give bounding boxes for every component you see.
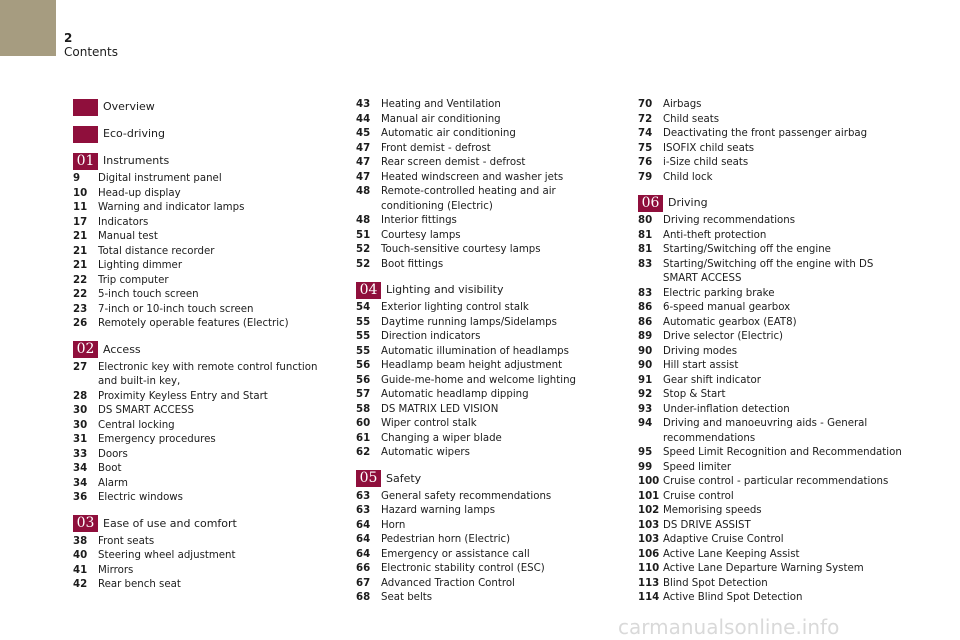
- toc-entry[interactable]: [638, 171, 908, 186]
- entry-page-number: 70: [638, 99, 653, 110]
- toc-section: [73, 341, 335, 506]
- page-title: Contents: [64, 45, 118, 59]
- entry-title: Active Lane Departure Warning System: [663, 563, 864, 574]
- toc-section: [73, 98, 335, 116]
- entry-title: Driving and manoeuvring aids - General recommendations: [663, 418, 868, 444]
- section-heading[interactable]: [638, 194, 908, 212]
- entry-page-number: 90: [638, 360, 653, 371]
- entry-page-number: 83: [638, 258, 653, 270]
- entry-page-number: 52: [356, 258, 371, 270]
- section-heading[interactable]: [73, 152, 335, 170]
- entry-page-number: 103: [638, 534, 660, 545]
- entry-title: Driving recommendations: [663, 215, 796, 226]
- entry-title: Gear shift indicator: [663, 374, 761, 386]
- section-heading[interactable]: [356, 470, 618, 488]
- entry-page-number: 28: [73, 390, 88, 402]
- entry-title: Wiper control stalk: [381, 418, 477, 429]
- entry-page-number: 100: [638, 476, 660, 487]
- entry-title: 6-speed manual gearbox: [663, 302, 791, 313]
- toc-entry[interactable]: [638, 156, 908, 171]
- entry-page-number: 68: [356, 592, 371, 603]
- toc-entry[interactable]: [638, 301, 908, 316]
- toc-entry[interactable]: [638, 287, 908, 302]
- entry-title: Drive selector (Electric): [663, 331, 784, 342]
- toc-entry[interactable]: [638, 562, 908, 577]
- entry-title: Manual air conditioning: [381, 113, 501, 125]
- entry-title: Manual test: [98, 231, 158, 242]
- entry-title: Under-inflation detection: [663, 403, 790, 415]
- entry-page-number: 42: [73, 579, 88, 590]
- entry-page-number: 41: [73, 564, 88, 576]
- toc-entry[interactable]: [638, 127, 908, 142]
- toc-entry[interactable]: [356, 533, 618, 548]
- section-number-badge: 03: [73, 515, 98, 532]
- entry-page-number: 86: [638, 316, 653, 328]
- section-heading[interactable]: [356, 281, 618, 299]
- entry-page-number: 56: [356, 374, 371, 386]
- toc-entry[interactable]: [73, 564, 335, 579]
- section-title: Instruments: [103, 154, 170, 167]
- entry-title: Child seats: [663, 113, 720, 125]
- toc-entry[interactable]: [356, 258, 618, 273]
- entry-title: Electric parking brake: [663, 287, 775, 299]
- toc-entry[interactable]: [73, 216, 335, 231]
- entry-page-number: 48: [356, 186, 371, 197]
- toc-entry[interactable]: [356, 446, 618, 461]
- entry-title: Headlamp beam height adjustment: [381, 360, 563, 371]
- entry-title: DS DRIVE ASSIST: [663, 519, 751, 531]
- toc-entry[interactable]: [638, 388, 908, 403]
- entry-title: Digital instrument panel: [98, 173, 222, 184]
- toc-entry[interactable]: [638, 591, 908, 606]
- entry-title: Front demist - defrost: [381, 142, 491, 154]
- toc-entry[interactable]: [638, 403, 908, 418]
- entry-page-number: 30: [73, 419, 88, 431]
- entry-page-number: 45: [356, 128, 371, 139]
- toc-entry[interactable]: [356, 316, 618, 331]
- entry-title: Advanced Traction Control: [381, 577, 515, 589]
- entry-page-number: 54: [356, 302, 371, 313]
- toc-column-1: [73, 98, 335, 602]
- entry-page-number: 52: [356, 244, 371, 255]
- entry-page-number: 9: [73, 173, 81, 184]
- toc-section: [356, 470, 618, 606]
- entry-title: Touch-sensitive courtesy lamps: [381, 244, 541, 255]
- entry-page-number: 89: [638, 331, 653, 342]
- entry-page-number: 11: [73, 202, 88, 213]
- entry-title: Speed Limit Recognition and Recommendation: [663, 447, 902, 458]
- section-heading[interactable]: [73, 515, 335, 533]
- entry-page-number: 21: [73, 260, 88, 271]
- entry-page-number: 34: [73, 463, 88, 474]
- entry-page-number: 17: [73, 216, 88, 228]
- entry-page-number: 55: [356, 331, 371, 342]
- entry-title: DS SMART ACCESS: [98, 405, 194, 416]
- toc-entry[interactable]: [73, 361, 335, 390]
- entry-page-number: 94: [638, 418, 653, 429]
- entry-title: Direction indicators: [381, 331, 481, 342]
- entry-page-number: 47: [356, 171, 371, 183]
- entry-page-number: 21: [73, 231, 88, 242]
- section-title: Eco-driving: [103, 127, 165, 140]
- entry-page-number: 21: [73, 245, 88, 257]
- entry-page-number: 51: [356, 229, 371, 241]
- entry-page-number: 64: [356, 548, 371, 560]
- toc-entry[interactable]: [638, 330, 908, 345]
- toc-entry[interactable]: [73, 448, 335, 463]
- entry-page-number: 63: [356, 505, 371, 516]
- entry-page-number: 27: [73, 361, 88, 373]
- entry-title: Automatic illumination of headlamps: [381, 345, 569, 357]
- toc-entry[interactable]: [638, 446, 908, 461]
- entry-title: Cruise control: [663, 490, 734, 502]
- toc-entry[interactable]: [356, 417, 618, 432]
- entry-title: Electronic stability control (ESC): [381, 563, 545, 574]
- entry-page-number: 86: [638, 302, 653, 313]
- toc-entry[interactable]: [356, 519, 618, 534]
- toc-entry[interactable]: [356, 214, 618, 229]
- entry-title: Indicators: [98, 216, 149, 228]
- section-title: Lighting and visibility: [386, 283, 504, 296]
- entry-page-number: 106: [638, 548, 660, 560]
- entry-page-number: 83: [638, 287, 653, 299]
- entry-page-number: 22: [73, 274, 88, 286]
- toc-entry[interactable]: [638, 98, 908, 113]
- entry-title: Guide-me-home and welcome lighting: [381, 374, 577, 386]
- toc-entry[interactable]: [73, 390, 335, 405]
- toc-entry[interactable]: [356, 243, 618, 258]
- section-title: Access: [103, 342, 141, 356]
- entry-page-number: 75: [638, 142, 653, 154]
- entry-title: 7-inch or 10-inch touch screen: [98, 303, 254, 315]
- entry-page-number: 33: [73, 448, 88, 460]
- toc-entry[interactable]: [356, 113, 618, 128]
- toc-entry[interactable]: [356, 562, 618, 577]
- entry-title: Warning and indicator lamps: [98, 202, 245, 213]
- toc-section: [73, 125, 335, 143]
- entry-title: Trip computer: [98, 274, 169, 286]
- entry-page-number: 36: [73, 492, 88, 503]
- entry-title: Proximity Keyless Entry and Start: [98, 390, 268, 402]
- toc-entry[interactable]: [638, 533, 908, 548]
- section-number-badge: [73, 99, 98, 116]
- entry-page-number: 44: [356, 113, 371, 125]
- entry-page-number: 101: [638, 490, 660, 502]
- toc-entry[interactable]: [638, 142, 908, 157]
- toc-entry[interactable]: [638, 258, 908, 287]
- entry-page-number: 90: [638, 345, 653, 357]
- entry-page-number: 66: [356, 563, 371, 574]
- entry-page-number: 58: [356, 403, 371, 415]
- entry-page-number: 102: [638, 505, 660, 516]
- watermark: carmanualsonline.info: [618, 615, 840, 639]
- section-heading[interactable]: [73, 341, 335, 359]
- toc-entry[interactable]: [638, 316, 908, 331]
- entry-title: Active Blind Spot Detection: [663, 592, 803, 603]
- entry-title: Cruise control - particular recommendations: [663, 476, 889, 487]
- toc-entry[interactable]: [356, 345, 618, 360]
- entry-title: Electronic key with remote control function and built-in key,: [98, 361, 318, 387]
- toc-entry[interactable]: [638, 113, 908, 128]
- entry-title: Automatic air conditioning: [381, 128, 516, 139]
- toc-entry[interactable]: [73, 549, 335, 564]
- entry-page-number: 81: [638, 244, 653, 255]
- entry-title: DS MATRIX LED VISION: [381, 403, 499, 415]
- toc-section: [638, 98, 908, 185]
- entry-page-number: 81: [638, 229, 653, 241]
- entry-title: Blind Spot Detection: [663, 577, 768, 589]
- toc-entry[interactable]: [638, 359, 908, 374]
- entry-title: Heating and Ventilation: [381, 99, 501, 110]
- toc-entry[interactable]: [638, 374, 908, 389]
- entry-page-number: 23: [73, 303, 88, 315]
- section-number-badge: 06: [638, 195, 663, 212]
- entry-page-number: 10: [73, 187, 88, 199]
- toc-entry[interactable]: [638, 577, 908, 592]
- toc-section: [73, 515, 335, 593]
- entry-title: Rear bench seat: [98, 579, 181, 590]
- toc-section: [73, 152, 335, 332]
- entry-page-number: 93: [638, 403, 653, 415]
- entry-page-number: 63: [356, 490, 371, 502]
- toc-entry[interactable]: [73, 187, 335, 202]
- entry-page-number: 31: [73, 434, 88, 445]
- entry-title: Emergency procedures: [98, 434, 216, 445]
- section-heading[interactable]: [73, 98, 335, 116]
- toc-entry[interactable]: [73, 274, 335, 289]
- toc-entry[interactable]: [356, 403, 618, 418]
- entry-page-number: 76: [638, 157, 653, 168]
- entry-title: Pedestrian horn (Electric): [381, 534, 511, 545]
- entry-title: Daytime running lamps/Sidelamps: [381, 316, 557, 328]
- toc-entry[interactable]: [73, 201, 335, 216]
- toc-entry[interactable]: [73, 303, 335, 318]
- entry-title: Starting/Switching off the engine with DS SMART ACCESS: [663, 258, 874, 284]
- entry-title: Automatic wipers: [381, 447, 470, 458]
- toc-column-2: [356, 98, 618, 615]
- toc-section: [356, 281, 618, 461]
- toc-entry[interactable]: [638, 519, 908, 534]
- toc-entry[interactable]: [356, 548, 618, 563]
- entry-page-number: 74: [638, 128, 653, 139]
- entry-title: Head-up display: [98, 187, 181, 199]
- section-heading[interactable]: [73, 125, 335, 143]
- entry-title: 5-inch touch screen: [98, 289, 199, 300]
- entry-page-number: 26: [73, 318, 88, 329]
- entry-title: Steering wheel adjustment: [98, 550, 236, 561]
- entry-title: Driving modes: [663, 345, 738, 357]
- entry-title: Front seats: [98, 535, 155, 547]
- entry-title: Active Lane Keeping Assist: [663, 548, 800, 560]
- entry-page-number: 64: [356, 534, 371, 545]
- entry-title: Electric windows: [98, 492, 183, 503]
- entry-page-number: 62: [356, 447, 371, 458]
- toc-column-3: [638, 98, 908, 615]
- toc-entry[interactable]: [356, 98, 618, 113]
- entry-page-number: 47: [356, 142, 371, 154]
- entry-page-number: 67: [356, 577, 371, 589]
- entry-title: Lighting dimmer: [98, 260, 183, 271]
- toc-entry[interactable]: [356, 591, 618, 606]
- entry-title: Boot fittings: [381, 258, 444, 270]
- entry-title: Emergency or assistance call: [381, 548, 530, 560]
- entry-page-number: 92: [638, 389, 653, 400]
- entry-title: Total distance recorder: [98, 245, 215, 257]
- entry-title: Interior fittings: [381, 215, 457, 226]
- entry-page-number: 113: [638, 577, 660, 589]
- toc-entry[interactable]: [356, 504, 618, 519]
- toc-entry[interactable]: [356, 490, 618, 505]
- entry-title: Central locking: [98, 419, 175, 431]
- entry-title: Speed limiter: [663, 461, 732, 473]
- corner-tab: [0, 0, 56, 56]
- toc-entry[interactable]: [638, 461, 908, 476]
- page-number: 2: [64, 31, 73, 45]
- entry-title: i-Size child seats: [663, 157, 749, 168]
- toc-entry[interactable]: [73, 245, 335, 260]
- entry-title: General safety recommendations: [381, 490, 552, 502]
- toc-entry[interactable]: [73, 230, 335, 245]
- toc-entry[interactable]: [356, 359, 618, 374]
- entry-title: Horn: [381, 519, 406, 531]
- entry-page-number: 43: [356, 99, 371, 110]
- toc-entry[interactable]: [73, 462, 335, 477]
- toc-entry[interactable]: [73, 419, 335, 434]
- toc-entry[interactable]: [638, 548, 908, 563]
- toc-entry[interactable]: [73, 172, 335, 187]
- entry-page-number: 114: [638, 592, 660, 603]
- toc-entry[interactable]: [638, 490, 908, 505]
- section-number-badge: 02: [73, 341, 98, 358]
- entry-page-number: 57: [356, 389, 371, 400]
- entry-title: Starting/Switching off the engine: [663, 244, 831, 255]
- entry-page-number: 34: [73, 477, 88, 489]
- toc-entry[interactable]: [356, 374, 618, 389]
- entry-page-number: 99: [638, 461, 653, 473]
- toc-entry[interactable]: [356, 432, 618, 447]
- toc-entry[interactable]: [73, 491, 335, 506]
- toc-entry[interactable]: [356, 185, 618, 214]
- entry-title: Seat belts: [381, 592, 433, 603]
- entry-title: Adaptive Cruise Control: [663, 534, 784, 545]
- entry-title: Anti-theft protection: [663, 229, 767, 241]
- entry-title: Hazard warning lamps: [381, 505, 496, 516]
- entry-title: Rear screen demist - defrost: [381, 157, 526, 168]
- section-number-badge: [73, 126, 98, 143]
- entry-title: Exterior lighting control stalk: [381, 302, 529, 313]
- entry-title: Changing a wiper blade: [381, 432, 502, 444]
- section-title: Overview: [103, 100, 155, 113]
- entry-title: Child lock: [663, 171, 713, 183]
- toc-entry[interactable]: [73, 317, 335, 332]
- entry-page-number: 79: [638, 171, 653, 183]
- entry-page-number: 55: [356, 316, 371, 328]
- entry-page-number: 55: [356, 345, 371, 357]
- entry-page-number: 38: [73, 535, 88, 547]
- toc-entry[interactable]: [73, 288, 335, 303]
- entry-title: Automatic gearbox (EAT8): [663, 316, 797, 328]
- toc-entry[interactable]: [356, 330, 618, 345]
- entry-title: Alarm: [98, 477, 128, 489]
- entry-page-number: 56: [356, 360, 371, 371]
- entry-title: Courtesy lamps: [381, 229, 461, 241]
- entry-title: Doors: [98, 448, 128, 460]
- entry-page-number: 40: [73, 550, 88, 561]
- entry-page-number: 60: [356, 418, 371, 429]
- entry-page-number: 64: [356, 519, 371, 531]
- entry-title: Boot: [98, 463, 122, 474]
- toc-entry[interactable]: [638, 475, 908, 490]
- toc-entry[interactable]: [356, 142, 618, 157]
- entry-title: Automatic headlamp dipping: [381, 389, 529, 400]
- toc-entry[interactable]: [638, 345, 908, 360]
- toc-entry[interactable]: [73, 535, 335, 550]
- section-title: Ease of use and comfort: [103, 516, 237, 530]
- section-number-badge: 04: [356, 282, 381, 299]
- toc-section: [638, 194, 908, 606]
- entry-page-number: 22: [73, 289, 88, 300]
- entry-title: Heated windscreen and washer jets: [381, 171, 564, 183]
- toc-entry[interactable]: [356, 301, 618, 316]
- section-number-badge: 01: [73, 153, 98, 170]
- toc-entry[interactable]: [638, 214, 908, 229]
- entry-title: Airbags: [663, 99, 702, 110]
- entry-title: Memorising speeds: [663, 505, 762, 516]
- entry-page-number: 47: [356, 157, 371, 168]
- toc-entry[interactable]: [638, 243, 908, 258]
- entry-page-number: 30: [73, 405, 88, 416]
- section-number-badge: 05: [356, 470, 381, 487]
- toc-entry[interactable]: [73, 433, 335, 448]
- entry-page-number: 48: [356, 215, 371, 226]
- entry-title: ISOFIX child seats: [663, 142, 755, 154]
- toc-entry[interactable]: [356, 171, 618, 186]
- entry-title: Mirrors: [98, 564, 134, 576]
- section-title: Safety: [386, 471, 422, 485]
- toc-entry[interactable]: [356, 577, 618, 592]
- entry-page-number: 72: [638, 113, 653, 125]
- entry-title: Remotely operable features (Electric): [98, 318, 289, 329]
- entry-title: Deactivating the front passenger airbag: [663, 128, 868, 139]
- entry-page-number: 80: [638, 215, 653, 226]
- toc-entry[interactable]: [356, 229, 618, 244]
- toc-entry[interactable]: [638, 417, 908, 446]
- toc-entry[interactable]: [73, 477, 335, 492]
- entry-page-number: 91: [638, 374, 653, 386]
- entry-title: Stop & Start: [663, 389, 726, 400]
- entry-page-number: 61: [356, 432, 371, 444]
- section-title: Driving: [668, 196, 708, 209]
- entry-page-number: 110: [638, 563, 660, 574]
- toc-entry[interactable]: [356, 127, 618, 142]
- toc-entry[interactable]: [73, 259, 335, 274]
- toc-entry[interactable]: [638, 229, 908, 244]
- toc-entry[interactable]: [73, 578, 335, 593]
- entry-page-number: 95: [638, 447, 653, 458]
- entry-page-number: 103: [638, 519, 660, 531]
- toc-entry[interactable]: [638, 504, 908, 519]
- toc-entry[interactable]: [356, 388, 618, 403]
- toc-entry[interactable]: [356, 156, 618, 171]
- entry-title: Remote-controlled heating and air conditioning (Electric): [381, 186, 556, 212]
- toc-entry[interactable]: [73, 404, 335, 419]
- entry-title: Hill start assist: [663, 360, 739, 371]
- toc-section: [356, 98, 618, 272]
